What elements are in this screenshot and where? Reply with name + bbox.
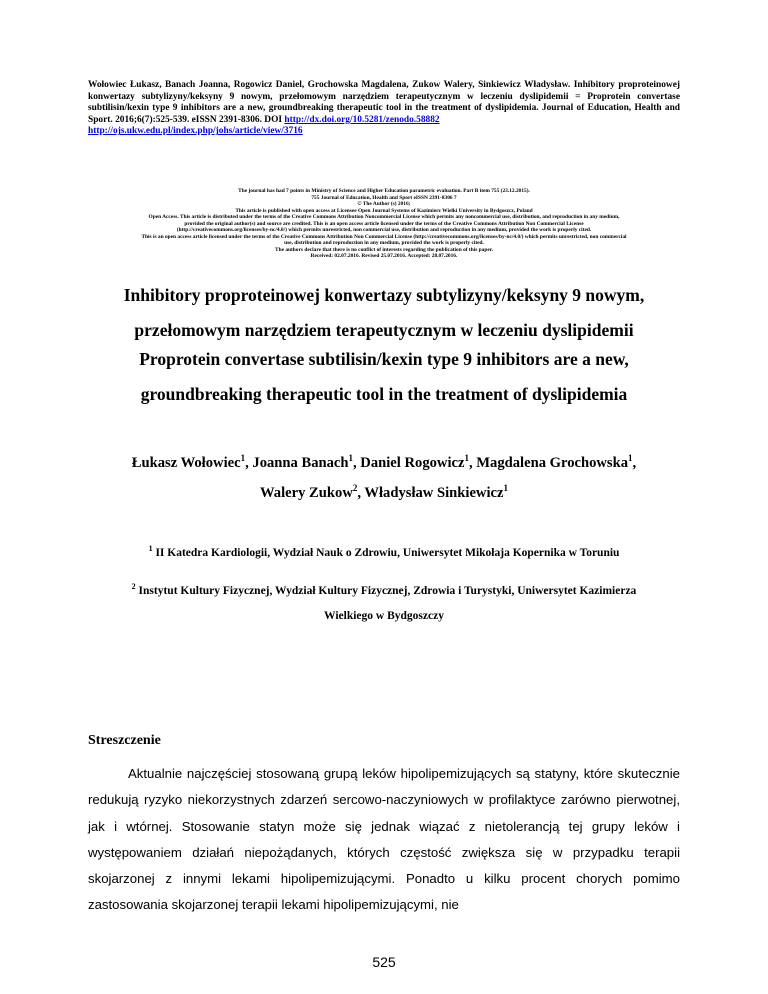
notice-line: The authors declare that there is no conflict of interests regarding the publication of this paper. [274,246,494,253]
affiliation-line [100,579,668,604]
title-english-line: Proprotein convertase subtilisin/kexin type 9 inhibitors are a new, [139,349,629,369]
author-name: Magdalena Grochowska [476,455,629,471]
author-affiliation-marker: 1 [628,453,633,464]
journal-notice [40,188,728,260]
title-english [60,342,708,412]
doi-link[interactable]: http://dx.doi.org/10.5281/zenodo.58882 [284,114,440,125]
notice-line: The journal has had 7 points in Ministry of Science and Higher Education parametric evaluation. Part B item 755 (23.12.2015). [238,188,530,194]
author-separator: , [468,455,477,471]
author-name: Walery Zukow [260,485,353,501]
author-separator: , [632,455,637,471]
author-affiliation-marker: 1 [503,483,508,494]
title-polish [60,278,708,348]
notice-line: This article is published with open access at Licensee Open Journal Systems of Kazimierz Wielki University in Bydgoszcz, Poland [235,207,533,214]
section-heading-abstract: Streszczenie [88,733,161,748]
notice-line: use, distribution and reproduction in any medium, provided the work is properly cited. [284,240,484,246]
affiliation-line: Wielkiego w Bydgoszczy [324,610,444,622]
page-number: 525 [372,954,396,970]
notice-line: Received: 02.07.2016. Revised 25.07.2016. Accepted: 28.07.2016. [310,253,458,259]
author-affiliation-marker: 1 [464,453,469,464]
author-line [60,448,708,478]
journal-link[interactable]: http://ojs.ukw.edu.pl/index.php/johs/article/view/3716 [88,126,303,137]
notice-line: 755 Journal of Education, Health and Sport eISSN 2391-8306 7 [311,194,457,201]
author-name: Władysław Sinkiewicz [364,485,504,501]
author-affiliation-marker: 2 [352,483,358,494]
title-english-line: groundbreaking therapeutic tool in the treatment of dyslipidemia [140,384,628,404]
author-separator: , [245,455,253,471]
author-separator: , [357,485,365,501]
notice-line: © The Author (s) 2016; [357,201,411,207]
notice-line: (http://creativecommons.org/licenses/by-nc/4.0/) which permits unrestricted, non commercial use, distribution and reproduction in any medium, provided the work is properly cited. [176,227,592,233]
author-name: Łukasz Wołowiec [131,455,241,471]
title-polish-line: przełomowym narzędziem terapeutycznym w leczeniu dyslipidemii [134,320,634,340]
affiliation-text: Instytut Kultury Fizycznej, Wydział Kultury Fizycznej, Zdrowia i Turystyki, Uniwersytet Kazimierza [135,585,637,597]
author-affiliation-marker: 1 [348,453,353,464]
notice-line: Open Access. This article is distributed under the terms of the Creative Commons Attribution Noncommercial License which permits any noncommercial use, distribution, and reproduction in any medium, [148,214,620,220]
affiliation-text: II Katedra Kardiologii, Wydział Nauk o Zdrowiu, Uniwersytet Mikołaja Kopernika w Toruniu [152,547,620,559]
notice-line: provided the original author(s) and source are credited. This is an open access article licensed under the terms of the Creative Commons Attribution Non Commercial License [184,220,584,227]
affiliation-number: 2 [131,582,136,592]
author-line [60,478,708,508]
author-name: Joanna Banach [252,455,349,471]
author-separator: , [353,455,361,471]
abstract-body [88,761,680,919]
author-affiliation-marker: 1 [240,453,246,464]
citation-text: Wołowiec Łukasz, Banach Joanna, Rogowicz Daniel, Grochowska Magdalena, Zukow Walery, Sinkiewicz Władysław. Inhibitory proproteinowej konwertazy subtylizyny/keksyny 9 nowym, przełomowym narzędziem terapeutycznym w leczeniu dyslipidemii = Proprotein convertase subtilisin/kexin type 9 inhibitors are a new, groundbreaking therapeutic tool in the treatment of dyslipidemia. Journal of Education, Health and Sport. 2016;6(7):525-539. eISSN 2391-8306. DOI [88,80,680,125]
author-name: Daniel Rogowicz [360,455,465,471]
affiliation-1 [100,541,668,566]
title-polish-line: Inhibitory proproteinowej konwertazy subtylizyny/keksyny 9 nowym, [123,285,645,305]
affiliation-2 [100,579,668,629]
affiliation-number: 1 [148,544,153,554]
citation-block [88,80,680,138]
notice-line: This is an open access article licensed under the terms of the Creative Commons Attribution Non Commercial License (http://creativecommons.org/licenses/by-nc/4.0/) which permits unrestricted, non commercial [141,233,627,240]
author-list [60,448,708,508]
abstract-paragraph: Aktualnie najczęściej stosowaną grupą leków hipolipemizujących są statyny, które skutecznie redukują ryzyko niekorzystnych zdarzeń sercowo-naczyniowych w profilaktyce zarówno pierwotnej, jak i wtórnej. Stosowanie statyn może się jednak wiązać z nietolerancją tej grupy leków i występowaniem działań niepożądanych, których częstość zwiększa się w przypadku terapii skojarzonej z innymi lekami hipolipemizującymi. Ponadto u kilku procent chorych pomimo zastosowania skojarzonej terapii lekami hipolipemizującymi, nie [88,766,680,913]
